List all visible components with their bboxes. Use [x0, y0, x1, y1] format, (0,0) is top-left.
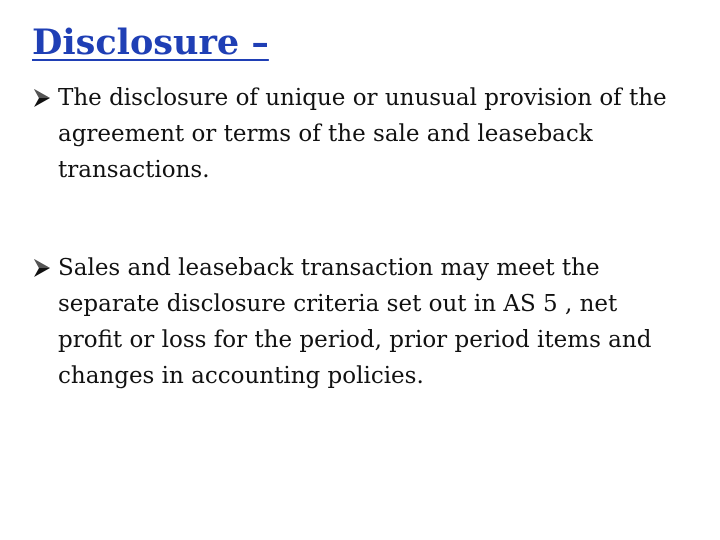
bullet-item — [32, 80, 672, 188]
bullet-list — [32, 80, 672, 394]
bullet-text: Sales and leaseback transaction may meet the separate disclosure criteria set out in AS 5 , net profit or loss for the period, prior period items and changes in accounting policies. — [58, 255, 652, 389]
bullet-item — [32, 250, 672, 394]
arrowhead-bullet-icon — [32, 80, 58, 116]
slide-title: Disclosure – — [32, 22, 269, 63]
bullet-text: The disclosure of unique or unusual provision of the agreement or terms of the sale and leaseback transactions. — [58, 85, 667, 183]
arrowhead-bullet-icon — [32, 250, 58, 286]
